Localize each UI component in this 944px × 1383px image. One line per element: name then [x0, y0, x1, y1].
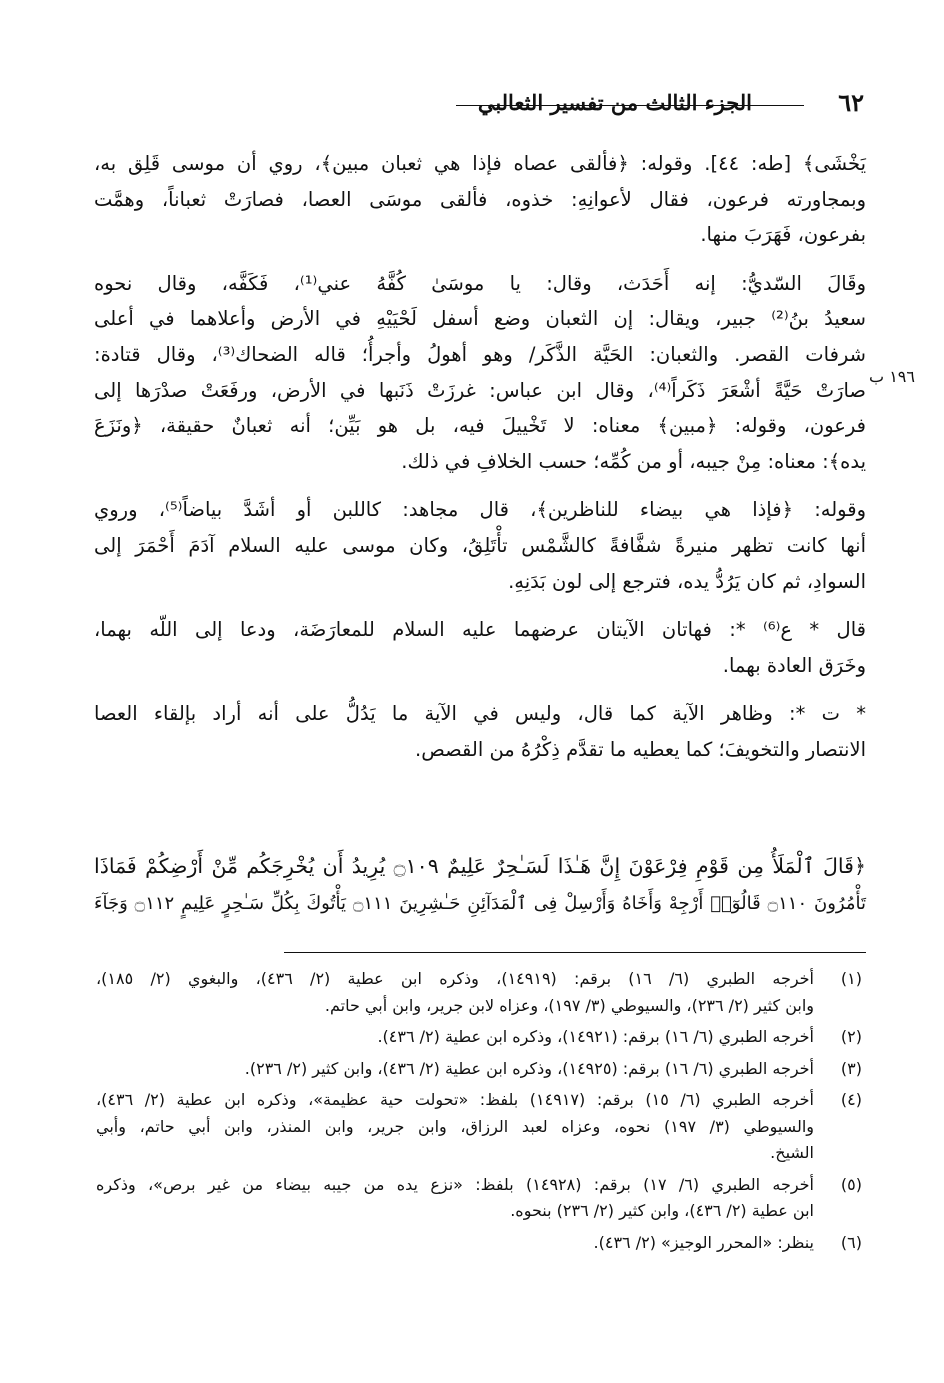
paragraph: [94, 492, 866, 599]
footnote-line: وابن كثير (٢/ ٢٣٦)، والسيوطي (٣/ ١٩٧)، وعزاه لابن جرير، وابن أبي حاتم.: [324, 995, 814, 1015]
running-title: الجزء الثالث من تفسير الثعالبي: [477, 90, 752, 115]
footnote: [96, 1056, 862, 1083]
text-line: وخَرَق العادة بهما.: [722, 653, 866, 677]
footnote-line: أخرجه الطبري (٦/ ١٦) برقم: (١٤٩٢١)، وذكره ابن عطية (٢/ ٤٣٦).: [377, 1027, 814, 1046]
main-text: [94, 146, 866, 781]
text-line: وبمجاورته فرعون، فقال لأعوانِهِ: خذوه، فألقى موسَى العصا، فصارَتْ ثعباناً، وهمَّت: [94, 187, 866, 211]
manuscript-folio-marker: ١٩٦ ب: [869, 367, 915, 386]
footnote-separator: [284, 952, 866, 953]
text-line: صارَتْ حَيَّةً أشْعَرَ ذَكَراً⁽⁴⁾، وقال ابن عباس: غرزَتْ ذَنَبها في الأرض، ورفَعَتْ صدْرَها إلى: [94, 378, 866, 402]
footnote-line: أخرجه الطبري (٦/ ١٦) برقم: (١٤٩٢٥)، وذكره ابن عطية (٢/ ٤٣٦)، وابن كثير (٢/ ٢٣٦).: [244, 1058, 814, 1078]
text-line: وقوله: ﴿فإذا هي بيضاء للناظرين﴾، قال مجاهد: كاللبن أو أشَدَّ بياضاً⁽⁵⁾، وروي: [94, 498, 866, 522]
text-line: شرفات القصر. والثعبان: الحَيَّة الذَّكَر/ وهو أهولُ وأجرأُ؛ قاله الضحاك⁽³⁾، وقال قتادة:: [94, 342, 866, 366]
text-line: أنها كانت تظهر منيرةً شفَّافةً كالشَّمْس تأْتَلِقُ، وكان موسى عليه السلام آدَمَ أَحْمَرَ إلى: [94, 533, 866, 557]
footnote-number: (٤): [840, 1090, 862, 1109]
text-line: الانتصار والتخويفَ؛ كما يعطيه ما تقدَّم ذِكْرُهُ من القصص.: [415, 737, 866, 761]
footnote-line: أخرجه الطبري (٦/ ١٦) برقم: (١٤٩١٩)، وذكره ابن عطية (٢/ ٤٣٦)، والبغوي (٢/ ١٨٥)،: [96, 969, 814, 988]
footnote-number: (٥): [840, 1174, 862, 1194]
footnote-line: والسيوطي (٣/ ١٩٧) نحوه، وعزاه لعبد الرزاق، وابن جرير، وابن المنذر، وابن أبي حاتم، وأبي: [96, 1116, 814, 1136]
paragraph: [94, 612, 866, 683]
paragraph: [94, 266, 866, 480]
footnote-line: ابن عطية (٢/ ٤٣٦)، وابن كثير (٢/ ٢٣٦) بنحوه.: [510, 1201, 814, 1220]
footnotes: [96, 966, 862, 1261]
page-header: [96, 88, 864, 124]
footnote: [96, 966, 862, 1019]
paragraph: [94, 696, 866, 767]
footnote-line: أخرجه الطبري (٦/ ١٥) برقم: (١٤٩١٧) بلفظ: «تحولت حية عظيمة»، وذكره ابن عطية (٢/ ٤٣٦)،: [96, 1090, 814, 1109]
paragraph: [94, 146, 866, 253]
verse-line: ﴿قَالَ ٱلْمَلَأُ مِن قَوْمِ فِرْعَوْنَ إِنَّ هَـٰذَا لَسَـٰحِرٌ عَلِيمٌ ۝١٠٩ يُرِيدُ أَن يُخْرِجَكُم مِّنْ أَرْضِكُمْ فَمَاذَا: [94, 854, 866, 878]
text-line: يده﴾: معناه: مِنْ جيبه، أو من كُمِّه؛ حسب الخلافِ في ذلك.: [401, 449, 866, 473]
page-number: ٦٢: [838, 88, 864, 117]
footnote-number: (٣): [840, 1058, 862, 1078]
footnote-line: ينظر: «المحرر الوجيز» (٢/ ٤٣٦).: [593, 1232, 814, 1252]
quran-verses: [94, 848, 866, 922]
footnote: [96, 1172, 862, 1225]
footnote: [96, 1087, 862, 1167]
footnote: [96, 1230, 862, 1257]
text-line: بفرعون، فَهَرَبَ منها.: [700, 223, 866, 247]
text-line: فرعون، وقوله: ﴿مبين﴾ معناه: لا تَخْييلَ فيه، بل هو بَيِّن؛ أنه ثعبانٌ حقيقة، ﴿ونَزَعَ: [94, 414, 866, 438]
text-line: * ت *: وظاهر الآية كما قال، وليس في الآية ما يَدُلُّ على أنه أراد بإلقاء العصا: [94, 702, 866, 726]
text-line: يَخْشَى﴾ [طه: ٤٤]. وقوله: ﴿فألقى عصاه فإذا هي ثعبان مبين﴾، روي أن موسى قَلِق به،: [94, 152, 866, 175]
footnote-number: (٦): [840, 1232, 862, 1252]
footnote-number: (١): [840, 969, 862, 988]
text-line: السوادِ، ثم كان يَرُدُّ يده، فترجع إلى لون بَدَنِهِ.: [508, 569, 866, 593]
footnote-line: أخرجه الطبري (٦/ ١٧) برقم: (١٤٩٢٨) بلفظ: «نزع يده من جيبه بيضاء من غير برص»، وذكره: [96, 1174, 814, 1194]
text-line: قال * ع⁽⁶⁾ *: فهاتان الآيتان عرضهما عليه السلام للمعارَضَة، ودعا إلى اللّه بهما،: [94, 618, 866, 642]
verse-line: تَأْمُرُونَ ۝١١٠ قَالُوٓا۟ أَرْجِهْ وَأَخَاهُ وَأَرْسِلْ فِى ٱلْمَدَآئِنِ حَـٰشِرِينَ ۝١١١ يَأْتُوكَ بِكُلِّ سَـٰحِرٍ عَلِيمٍ ۝١١٢ وَجَآءَ: [94, 893, 866, 914]
footnote-line: الشيخ.: [770, 1143, 814, 1162]
footnote: [96, 1024, 862, 1051]
footnote-number: (٢): [840, 1027, 862, 1046]
text-line: سعيدُ بنُ⁽²⁾ جبير، ويقال: إن الثعبان وضع أسفل لَحْيَيْهِ في الأرض وأعلاهما في أعلى: [94, 307, 866, 331]
text-line: وقَالَ السّديُّ: إنه أَحَدَث، وقال: يا موسَىٰ كُفَّهُ عني⁽¹⁾، فَكَفَّه، وقال نحوه: [94, 271, 866, 295]
